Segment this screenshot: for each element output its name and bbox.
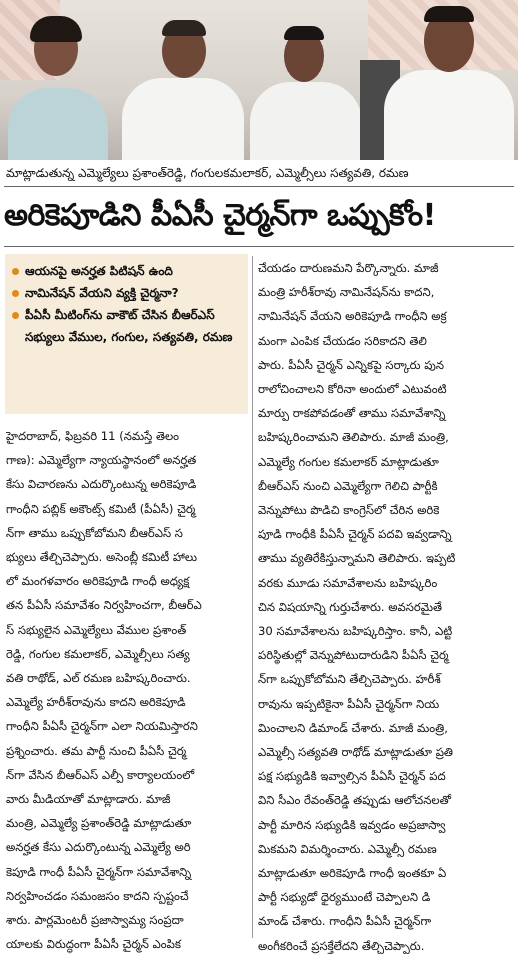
text-line: వతి రాథోడ్, ఎల్ రమణ బహిష్కరించారు. — [6, 671, 191, 686]
text-line: గాంధీని పీఏసీ చైర్మన్‌గా ఎలా నియమిస్తారని — [6, 719, 198, 734]
text-line: 30 సమావేశాలను బహిష్కరిస్తాం. కానీ, ఎట్టి — [258, 624, 453, 639]
text-line: నామినేషన్ వేయని అరికెపూడి గాంధీని అక్ర — [258, 309, 447, 324]
text-line: స్ సభ్యులైన ఎమ్మెల్యేలు వేముల ప్రశాంత్ — [6, 622, 187, 637]
bullet-icon — [12, 312, 19, 319]
text-line: మించాలని డిమాండ్ చేశారు. మాజీ మంత్రి, — [258, 720, 448, 735]
highlights-box — [5, 254, 248, 414]
text-line: నిర్వహించడం సమంజసం కాదని స్పష్టంచే — [6, 888, 189, 903]
text-line: మంత్రి, ఎమ్మెల్యే ప్రశాంత్‌రెడ్డి మాట్లాడుతూ — [6, 816, 192, 831]
highlight-item: నామినేషన్ వేయని వ్యక్తి చైర్మనా? — [11, 282, 242, 304]
text-line: రాలోచించాలని కోరినా అందులో ఎటువంటి — [258, 382, 447, 397]
text-line: వారు మీడియాతో మాట్లాడారు. మాజీ — [6, 792, 171, 807]
text-line: ప్రశ్నించారు. తమ పార్టీ నుంచి పీఏసీ చైర్మ — [6, 743, 187, 758]
text-line: న్‌గా ఒప్పుకోబోమని తేల్చిచెప్పారు. హరీశ్ — [258, 672, 441, 687]
text-line: న్‌గా వేసిన బీఆర్ఎస్ ఎల్పీ కార్యాలయంలో — [6, 767, 195, 782]
text-line: ఎమ్మెల్యే హరీశ్‌రావును కాదని అరికెపూడి — [6, 695, 186, 710]
text-line: కేసు విచారణను ఎదుర్కొంటున్న అరికెపూడి — [6, 477, 197, 492]
text-line: న్‌గా తాము ఒప్పుకోబోమని బీఆర్ఎస్ స — [6, 525, 183, 540]
divider — [4, 186, 514, 187]
divider — [4, 246, 514, 247]
text-line: మాండ్ చేశారు. గాంధీని పీఏసీ చైర్మన్‌గా — [258, 914, 432, 929]
photo-caption: మాట్లాడుతున్న ఎమ్మెల్యేలు ప్రశాంత్‌రెడ్డి, గంగులకమలాకర్, ఎమ్మెల్సీలు సత్యవతి, రమణ — [6, 166, 409, 180]
text-line: తన పీఏసీ సమావేశం నిర్వహించగా, బీఆర్ఎ — [6, 598, 202, 613]
text-line: పరిస్థితుల్లో వెన్నుపోటుదారుడిని పీఏసీ చైర్మ — [258, 648, 449, 663]
text-line: హైదరాబాద్, ఫిబ్రవరి 11 (నమస్తే తెలం — [6, 429, 180, 443]
text-line: యాలకు విరుద్ధంగా పీఏసీ చైర్మన్ ఎంపిక — [6, 937, 181, 952]
text-line: బీఆర్ఎస్ నుంచి ఎమ్మెల్యేగా గెలిచి పార్టీకి — [258, 478, 438, 493]
bullet-icon — [12, 290, 19, 297]
article-column-1 — [6, 424, 249, 956]
text-line: ఎమ్మెల్యే గంగుల కమలాకర్ మాట్లాడుతూ — [258, 454, 439, 469]
highlight-item: పీఏసీ మీటింగ్‌ను వాకౌట్ చేసిన బీఆర్ఎస్ సభ్యులు వేముల, గంగుల, సత్యవతి, రమణ — [11, 304, 242, 348]
text-line: రావును ఇప్పటికైనా పీఏసీ చైర్మన్‌గా నియ — [258, 696, 440, 711]
text-line: అనర్హత కేసు ఎదుర్కొంటున్న ఎమ్మెల్యే అరి — [6, 840, 191, 855]
headline: అరికెపూడిని పీఏసీ చైర్మన్‌గా ఒప్పుకోం! — [4, 198, 436, 233]
text-line: భ్యులు తేల్చిచెప్పారు. అసెంబ్లీ కమిటీ హాలు — [6, 550, 198, 565]
text-line: ఎమ్మెల్సీ సత్యవతి రాథోడ్ మాట్లాడుతూ ప్రతి — [258, 745, 454, 760]
text-line: లో మంగళవారం అరికెపూడి గాంధీ అధ్యక్ష — [6, 574, 190, 589]
text-line: చిన విషయాన్ని గుర్తుచేశారు. అవసరమైతే — [258, 599, 443, 614]
column-divider — [252, 256, 253, 938]
text-line: మార్పు రాకపోవడంతో తాము సమావేశాన్ని — [258, 406, 446, 421]
text-line: పూడి గాంధీకి పీఏసీ చైర్మన్ పదవి ఇవ్వడాన్ని — [258, 527, 452, 542]
text-line: రెడ్డి, గంగుల కమలాకర్, ఎమ్మెల్సీలు సత్య — [6, 646, 190, 661]
text-line: కెపూడి గాంధీ పీఏసీ చైర్మన్‌గా సమావేశాన్ని — [6, 864, 192, 879]
text-line: గాంధీని పబ్లిక్ అకౌంట్స్ కమిటీ (పీఏసీ) చైర్మ — [6, 501, 196, 516]
text-line: వరకు మూడు సమావేశాలను బహిష్కరిం — [258, 575, 438, 590]
news-photo — [0, 0, 518, 160]
text-line: శారు. పార్లమెంటరీ ప్రజాస్వామ్య సంప్రదా — [6, 913, 184, 928]
text-line: చేయడం దారుణమని పేర్కొన్నారు. మాజీ — [258, 261, 439, 275]
text-line: బహిష్కరించామని తెలిపారు. మాజీ మంత్రి, — [258, 430, 449, 445]
text-line: మంత్రి హరీశ్‌రావు నామినేషన్‌ను కాదని, — [258, 285, 435, 300]
text-line: అంగీకరించే ప్రసక్తేలేదని తేల్చిచెప్పారు. — [258, 938, 425, 953]
highlight-item: ఆయనపై అనర్హత పిటిషన్ ఉంది — [11, 260, 242, 282]
text-line: పారు. పీఏసీ చైర్మన్ ఎన్నికపై సర్కారు పున — [258, 357, 444, 372]
text-line: తాము వ్యతిరేకిస్తున్నామని తెలిపారు. ఇప్పటి — [258, 551, 456, 566]
text-line: మికమని విమర్శించారు. ఎమ్మెల్సీ రమణ — [258, 841, 437, 856]
text-line: వెన్నుపోటు పొడిచి కాంగ్రెస్‌లో చేరిన అరికె — [258, 503, 440, 518]
text-line: గాణ): ఎమ్మెల్యేగా న్యాయస్థానంలో అనర్హత — [6, 453, 197, 468]
text-line: విని సీఎం రేవంత్‌రెడ్డి తప్పుడు ఆలోచనలతో — [258, 793, 451, 808]
text-line: పక్ష సభ్యుడికి ఇవ్వాల్సిన పీఏసీ చైర్మన్ పద — [258, 769, 446, 784]
bullet-icon — [12, 268, 19, 275]
article-column-2 — [258, 256, 513, 958]
text-line: పార్టీ సభ్యుడో ధైర్యముంటే చెప్పాలని డి — [258, 890, 431, 905]
text-line: పార్టీ మారిన సభ్యుడికి ఇవ్వడం అప్రజాస్వా — [258, 817, 446, 832]
text-line: మంగా ఎంపిక చేయడం సరికాదని తెలి — [258, 333, 427, 348]
text-line: మాట్లాడుతూ అరికెపూడి గాంధీ ఇంతకూ ఏ — [258, 866, 447, 881]
